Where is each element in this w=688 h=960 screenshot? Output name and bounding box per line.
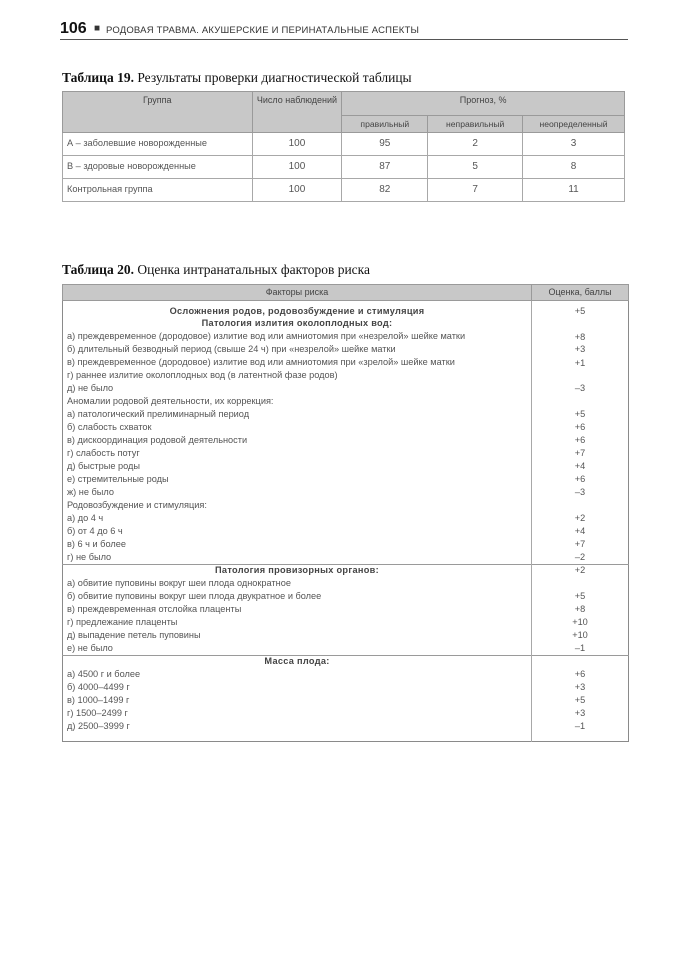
- score-cell: +6: [532, 474, 629, 487]
- factor-cell: б) обвитие пуповины вокруг шеи плода двукратное и более: [67, 590, 322, 601]
- factor-cell: а) патологический прелиминарный период: [67, 408, 250, 419]
- score-cell: +10: [532, 630, 629, 643]
- table-row: [63, 604, 629, 617]
- table-row: [63, 552, 629, 565]
- score-cell: +2: [532, 513, 629, 526]
- table-row: [63, 396, 629, 409]
- table19-header-prognosis: Прогноз, %: [342, 92, 625, 116]
- incorrect-cell: 2: [428, 133, 523, 156]
- section-heading: Патология провизорных органов:: [63, 565, 532, 578]
- table-row: [63, 435, 629, 448]
- table19-header-correct: правильный: [342, 116, 428, 133]
- factor-cell: б) от 4 до 6 ч: [67, 525, 123, 536]
- score-cell: [532, 396, 629, 409]
- score-cell: [532, 656, 629, 669]
- table-row: [63, 656, 629, 669]
- table-row: [63, 617, 629, 630]
- factor-cell: в) 1000–1499 г: [67, 694, 130, 705]
- table-row: [63, 578, 629, 591]
- table20: [62, 284, 629, 742]
- score-cell: –1: [532, 721, 629, 741]
- table19-caption: [62, 70, 412, 86]
- score-cell: +7: [532, 448, 629, 461]
- factor-cell: в) преждевременное (дородовое) излитие вод или амниотомия при «зрелой» шейке матки: [67, 356, 455, 367]
- score-cell: +4: [532, 526, 629, 539]
- score-cell: +7: [532, 539, 629, 552]
- table-row: [63, 500, 629, 513]
- section-heading: Масса плода:: [63, 656, 532, 669]
- score-cell: +10: [532, 617, 629, 630]
- table-row: [63, 695, 629, 708]
- running-title: РОДОВАЯ ТРАВМА. АКУШЕРСКИЕ И ПЕРИНАТАЛЬНЫЕ АСПЕКТЫ: [106, 25, 420, 36]
- table-row: [63, 448, 629, 461]
- group-cell: Контрольная группа: [63, 179, 253, 202]
- table-row: [63, 331, 629, 344]
- table-row: [63, 461, 629, 474]
- table-row: [63, 383, 629, 396]
- table19-header-undetermined: неопределенный: [523, 116, 625, 133]
- table-row: [63, 301, 629, 318]
- score-cell: +5: [532, 591, 629, 604]
- score-cell: +3: [532, 344, 629, 357]
- factor-cell: г) предлежание плаценты: [67, 616, 178, 627]
- section-heading: Осложнения родов, родовозбуждение и стимуляция: [169, 306, 425, 316]
- table-row: [63, 682, 629, 695]
- table19-header-count: Число наблюдений: [252, 92, 342, 133]
- undetermined-cell: 3: [523, 133, 625, 156]
- score-cell: +5: [532, 695, 629, 708]
- page-number: 106: [60, 20, 87, 37]
- factor-cell: е) не было: [67, 642, 113, 653]
- factor-cell: е) стремительные роды: [67, 473, 169, 484]
- table-row: [63, 591, 629, 604]
- score-cell: –1: [532, 643, 629, 656]
- section-heading: Патология излития околоплодных вод:: [201, 317, 393, 328]
- factor-cell: б) длительный безводный период (свыше 24 ч) при «незрелой» шейке матки: [67, 343, 396, 354]
- count-cell: 100: [252, 179, 342, 202]
- table20-label: Таблица 20.: [62, 262, 134, 277]
- factor-cell: г) 1500–2499 г: [67, 707, 128, 718]
- table19-label: Таблица 19.: [62, 70, 134, 85]
- factor-cell: а) преждевременное (дородовое) излитие вод или амниотомия при «незрелой» шейке матки: [67, 330, 466, 341]
- table19-header-incorrect: неправильный: [428, 116, 523, 133]
- score-cell: +5: [532, 301, 629, 318]
- table-row: [63, 643, 629, 656]
- table-row: [63, 474, 629, 487]
- table-row: [63, 487, 629, 500]
- factor-cell: д) 2500–3999 г: [67, 720, 130, 731]
- header-bullet: ■: [94, 23, 101, 34]
- incorrect-cell: 5: [428, 156, 523, 179]
- factor-cell: д) выпадение петель пуповины: [67, 629, 201, 640]
- factor-cell: а) обвитие пуповины вокруг шеи плода однократное: [67, 577, 291, 588]
- table20-body: [63, 301, 629, 742]
- factor-cell: в) дискоординация родовой деятельности: [67, 434, 248, 445]
- factor-cell: а) 4500 г и более: [67, 668, 141, 679]
- incorrect-cell: 7: [428, 179, 523, 202]
- table-row: [63, 630, 629, 643]
- factor-cell: г) слабость потуг: [67, 447, 140, 458]
- score-cell: +4: [532, 461, 629, 474]
- factor-cell: д) не было: [67, 382, 114, 393]
- table-row: [63, 708, 629, 721]
- factor-cell: б) слабость схваток: [67, 421, 152, 432]
- table-row: [63, 357, 629, 370]
- score-cell: +8: [532, 604, 629, 617]
- table-row: [63, 318, 629, 331]
- score-cell: +3: [532, 708, 629, 721]
- factor-cell: ж) не было: [67, 486, 114, 497]
- count-cell: 100: [252, 156, 342, 179]
- table20-caption: [62, 262, 370, 278]
- table-row: [63, 409, 629, 422]
- table-row: [63, 721, 629, 741]
- table-row: [63, 422, 629, 435]
- correct-cell: 87: [342, 156, 428, 179]
- score-cell: +1: [532, 357, 629, 370]
- score-cell: [532, 370, 629, 383]
- count-cell: 100: [252, 133, 342, 156]
- factor-cell: а) до 4 ч: [67, 512, 104, 523]
- table-row: [63, 565, 629, 578]
- table20-header-score: Оценка, баллы: [532, 285, 629, 301]
- correct-cell: 82: [342, 179, 428, 202]
- undetermined-cell: 8: [523, 156, 625, 179]
- score-cell: [532, 318, 629, 331]
- table-row: [63, 513, 629, 526]
- score-cell: +6: [532, 435, 629, 448]
- factor-cell: Аномалии родовой деятельности, их коррекция:: [67, 395, 274, 406]
- factor-cell: г) не было: [67, 551, 112, 562]
- score-cell: –2: [532, 552, 629, 565]
- factor-cell: д) быстрые роды: [67, 460, 140, 471]
- correct-cell: 95: [342, 133, 428, 156]
- table20-header-factors: Факторы риска: [63, 285, 532, 301]
- score-cell: +5: [532, 409, 629, 422]
- score-cell: [532, 578, 629, 591]
- table19-title: Результаты проверки диагностической таблицы: [137, 70, 412, 85]
- factor-cell: б) 4000–4499 г: [67, 681, 130, 692]
- factor-cell: в) преждевременная отслойка плаценты: [67, 603, 242, 614]
- score-cell: +6: [532, 669, 629, 682]
- score-cell: [532, 500, 629, 513]
- undetermined-cell: 11: [523, 179, 625, 202]
- table-row: [63, 133, 625, 156]
- score-cell: +3: [532, 682, 629, 695]
- factor-cell: Родовозбуждение и стимуляция:: [67, 499, 207, 510]
- table-row: [63, 669, 629, 682]
- table-row: [63, 179, 625, 202]
- score-cell: +6: [532, 422, 629, 435]
- table-row: [63, 344, 629, 357]
- page-header: [60, 14, 628, 40]
- table19: [62, 91, 625, 202]
- score-cell: +2: [532, 565, 629, 578]
- score-cell: –3: [532, 383, 629, 396]
- factor-cell: в) 6 ч и более: [67, 538, 126, 549]
- table-row: [63, 370, 629, 383]
- factor-cell: г) раннее излитие околоплодных вод (в латентной фазе родов): [67, 369, 338, 380]
- table-row: [63, 156, 625, 179]
- score-cell: –3: [532, 487, 629, 500]
- score-cell: +8: [532, 331, 629, 344]
- group-cell: В – здоровые новорожденные: [63, 156, 253, 179]
- table-row: [63, 526, 629, 539]
- table-row: [63, 539, 629, 552]
- table20-title: Оценка интранатальных факторов риска: [137, 262, 371, 277]
- group-cell: А – заболевшие новорожденные: [63, 133, 253, 156]
- table19-header-group: Группа: [63, 92, 253, 133]
